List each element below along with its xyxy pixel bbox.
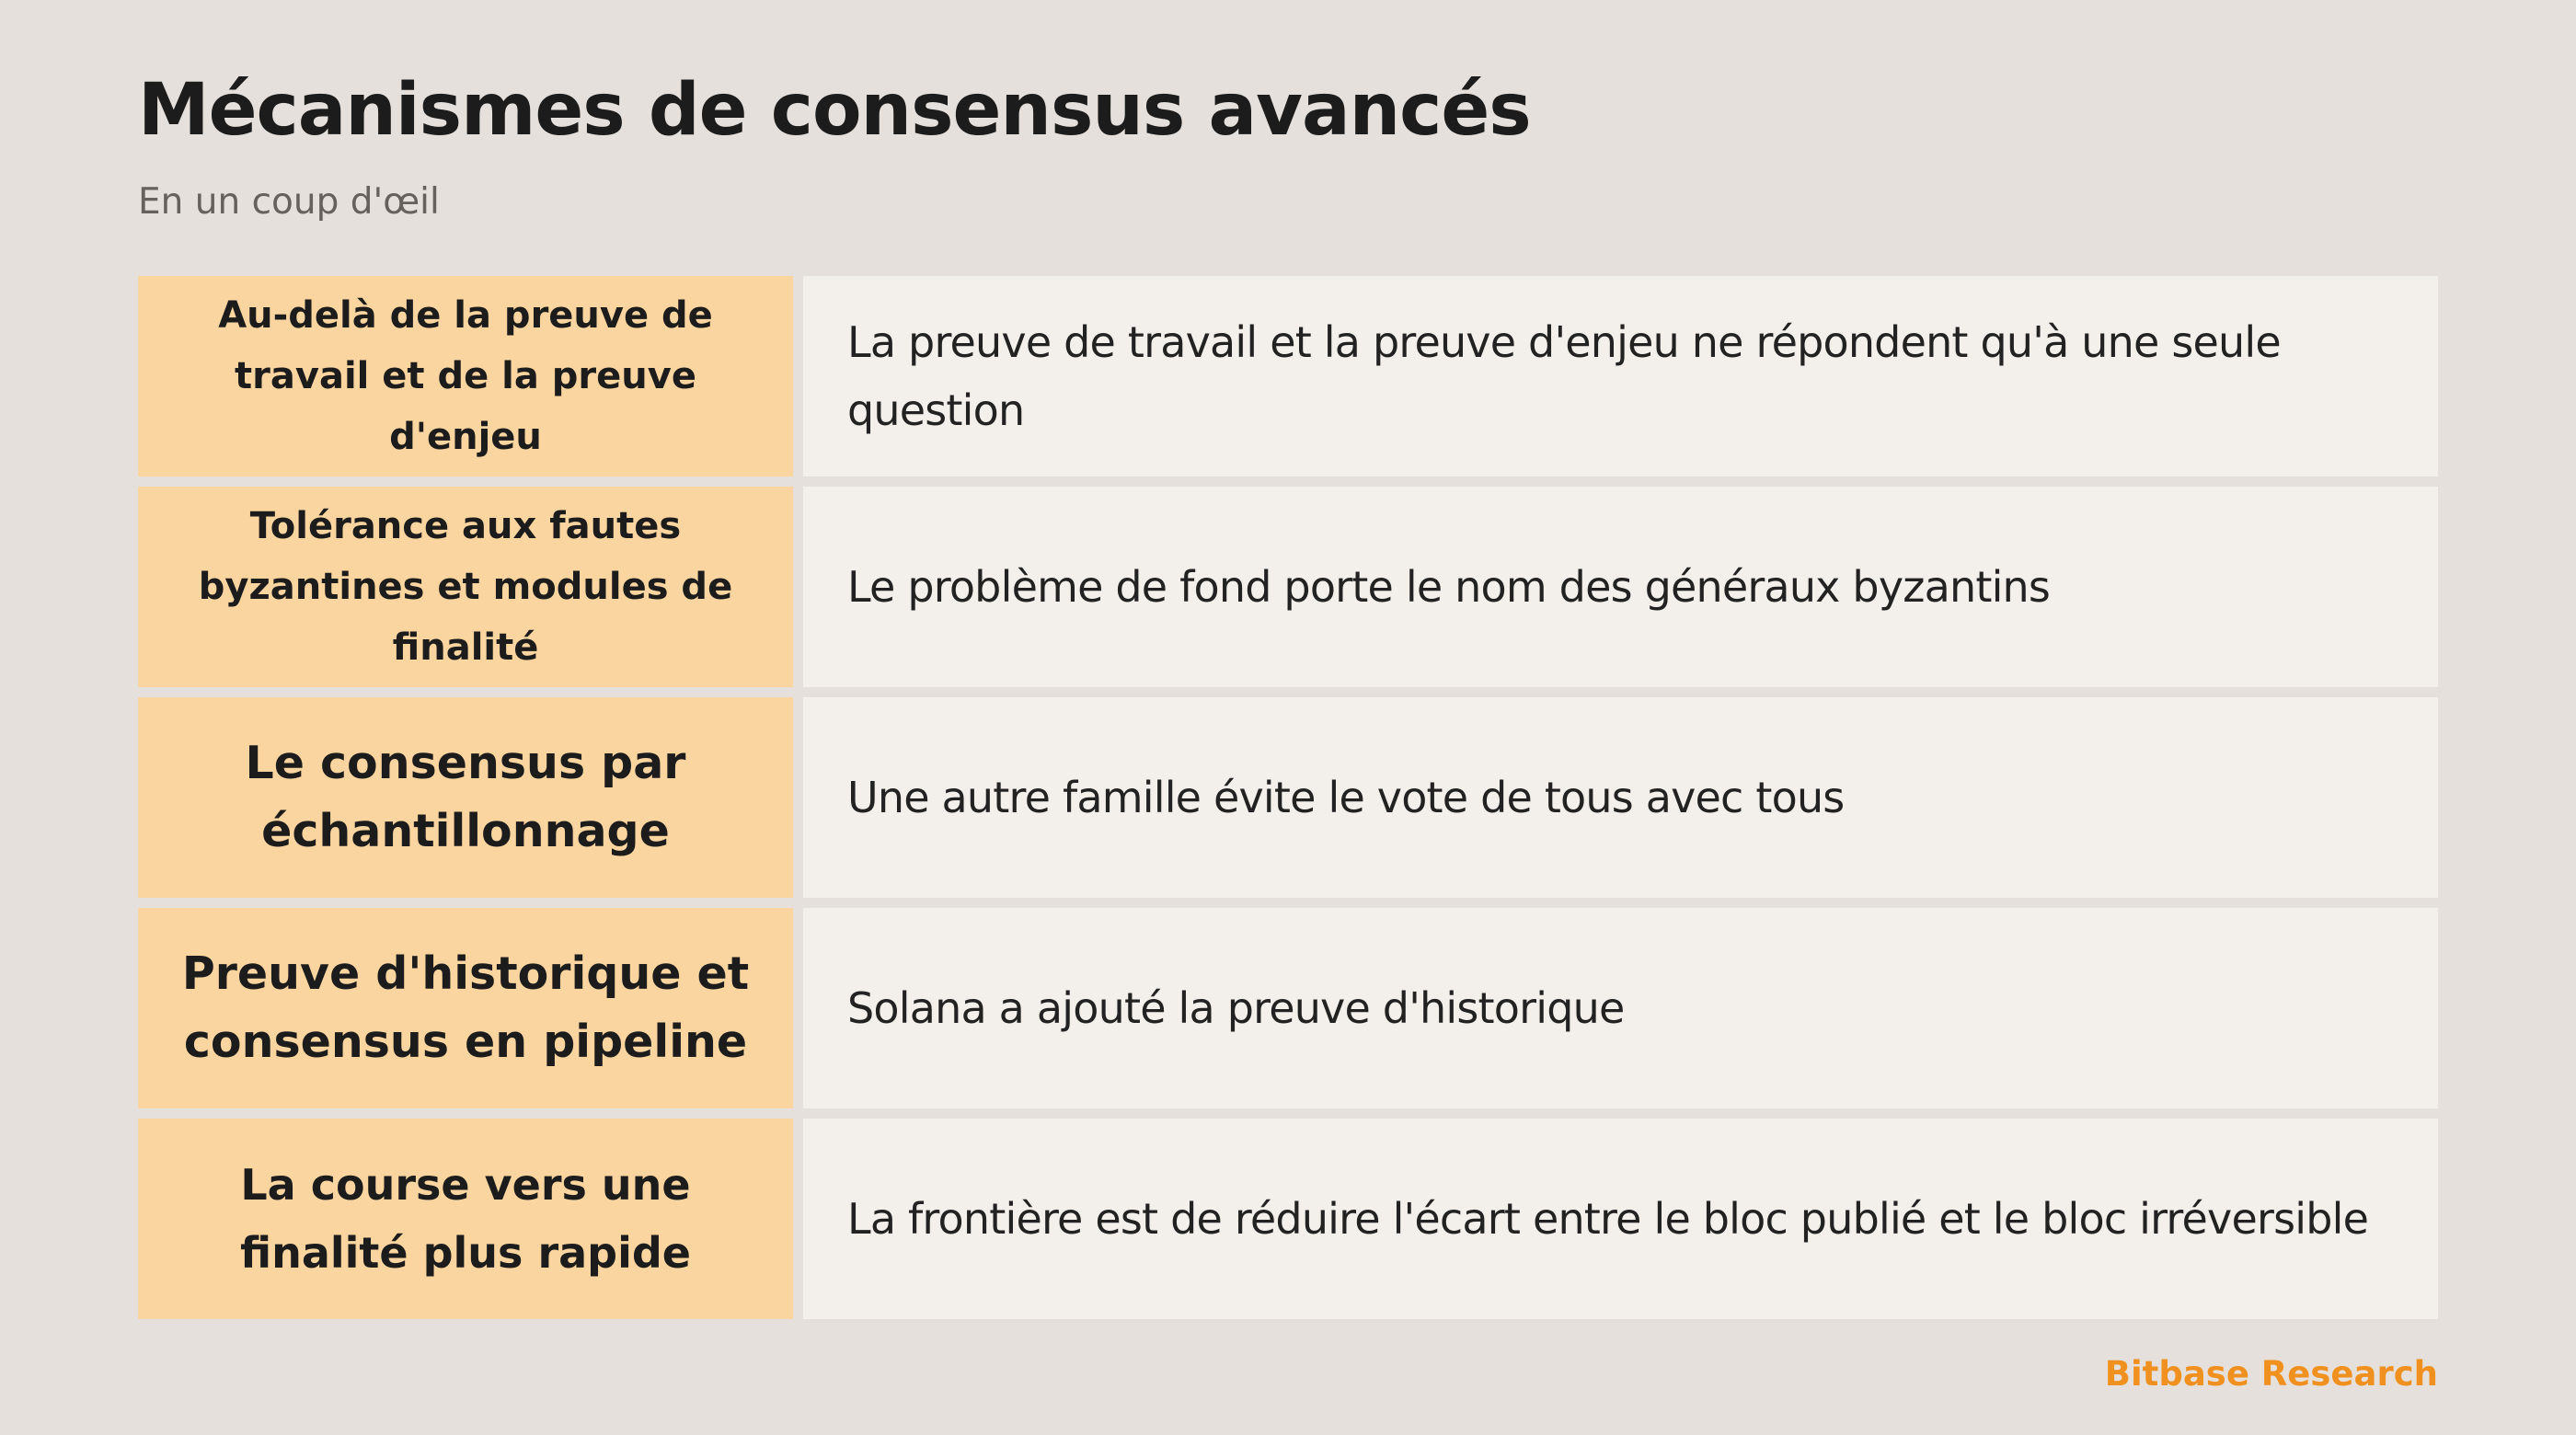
table-row xyxy=(138,697,2438,898)
summary-cell: La frontière est de réduire l'écart entre le bloc publié et le bloc irréversible xyxy=(803,1119,2438,1319)
summary-cell: Le problème de fond porte le nom des généraux byzantins xyxy=(803,487,2438,687)
table-row xyxy=(138,1119,2438,1319)
topic-cell: La course vers une finalité plus rapide xyxy=(138,1119,793,1319)
summary-cell: Solana a ajouté la preuve d'historique xyxy=(803,908,2438,1108)
topic-cell: Le consensus par échantillonnage xyxy=(138,697,793,898)
page-subtitle: En un coup d'œil xyxy=(138,181,440,223)
table-row xyxy=(138,487,2438,687)
table-row xyxy=(138,276,2438,476)
brand-label: Bitbase Research xyxy=(2104,1354,2438,1394)
table-row xyxy=(138,908,2438,1108)
topic-cell: Tolérance aux fautes byzantines et modules de finalité xyxy=(138,487,793,687)
summary-table xyxy=(138,276,2438,1319)
topic-cell: Au-delà de la preuve de travail et de la preuve d'enjeu xyxy=(138,276,793,476)
summary-cell: Une autre famille évite le vote de tous avec tous xyxy=(803,697,2438,898)
summary-cell: La preuve de travail et la preuve d'enjeu ne répondent qu'à une seule question xyxy=(803,276,2438,476)
page-title: Mécanismes de consensus avancés xyxy=(138,69,1531,152)
topic-cell: Preuve d'historique et consensus en pipeline xyxy=(138,908,793,1108)
